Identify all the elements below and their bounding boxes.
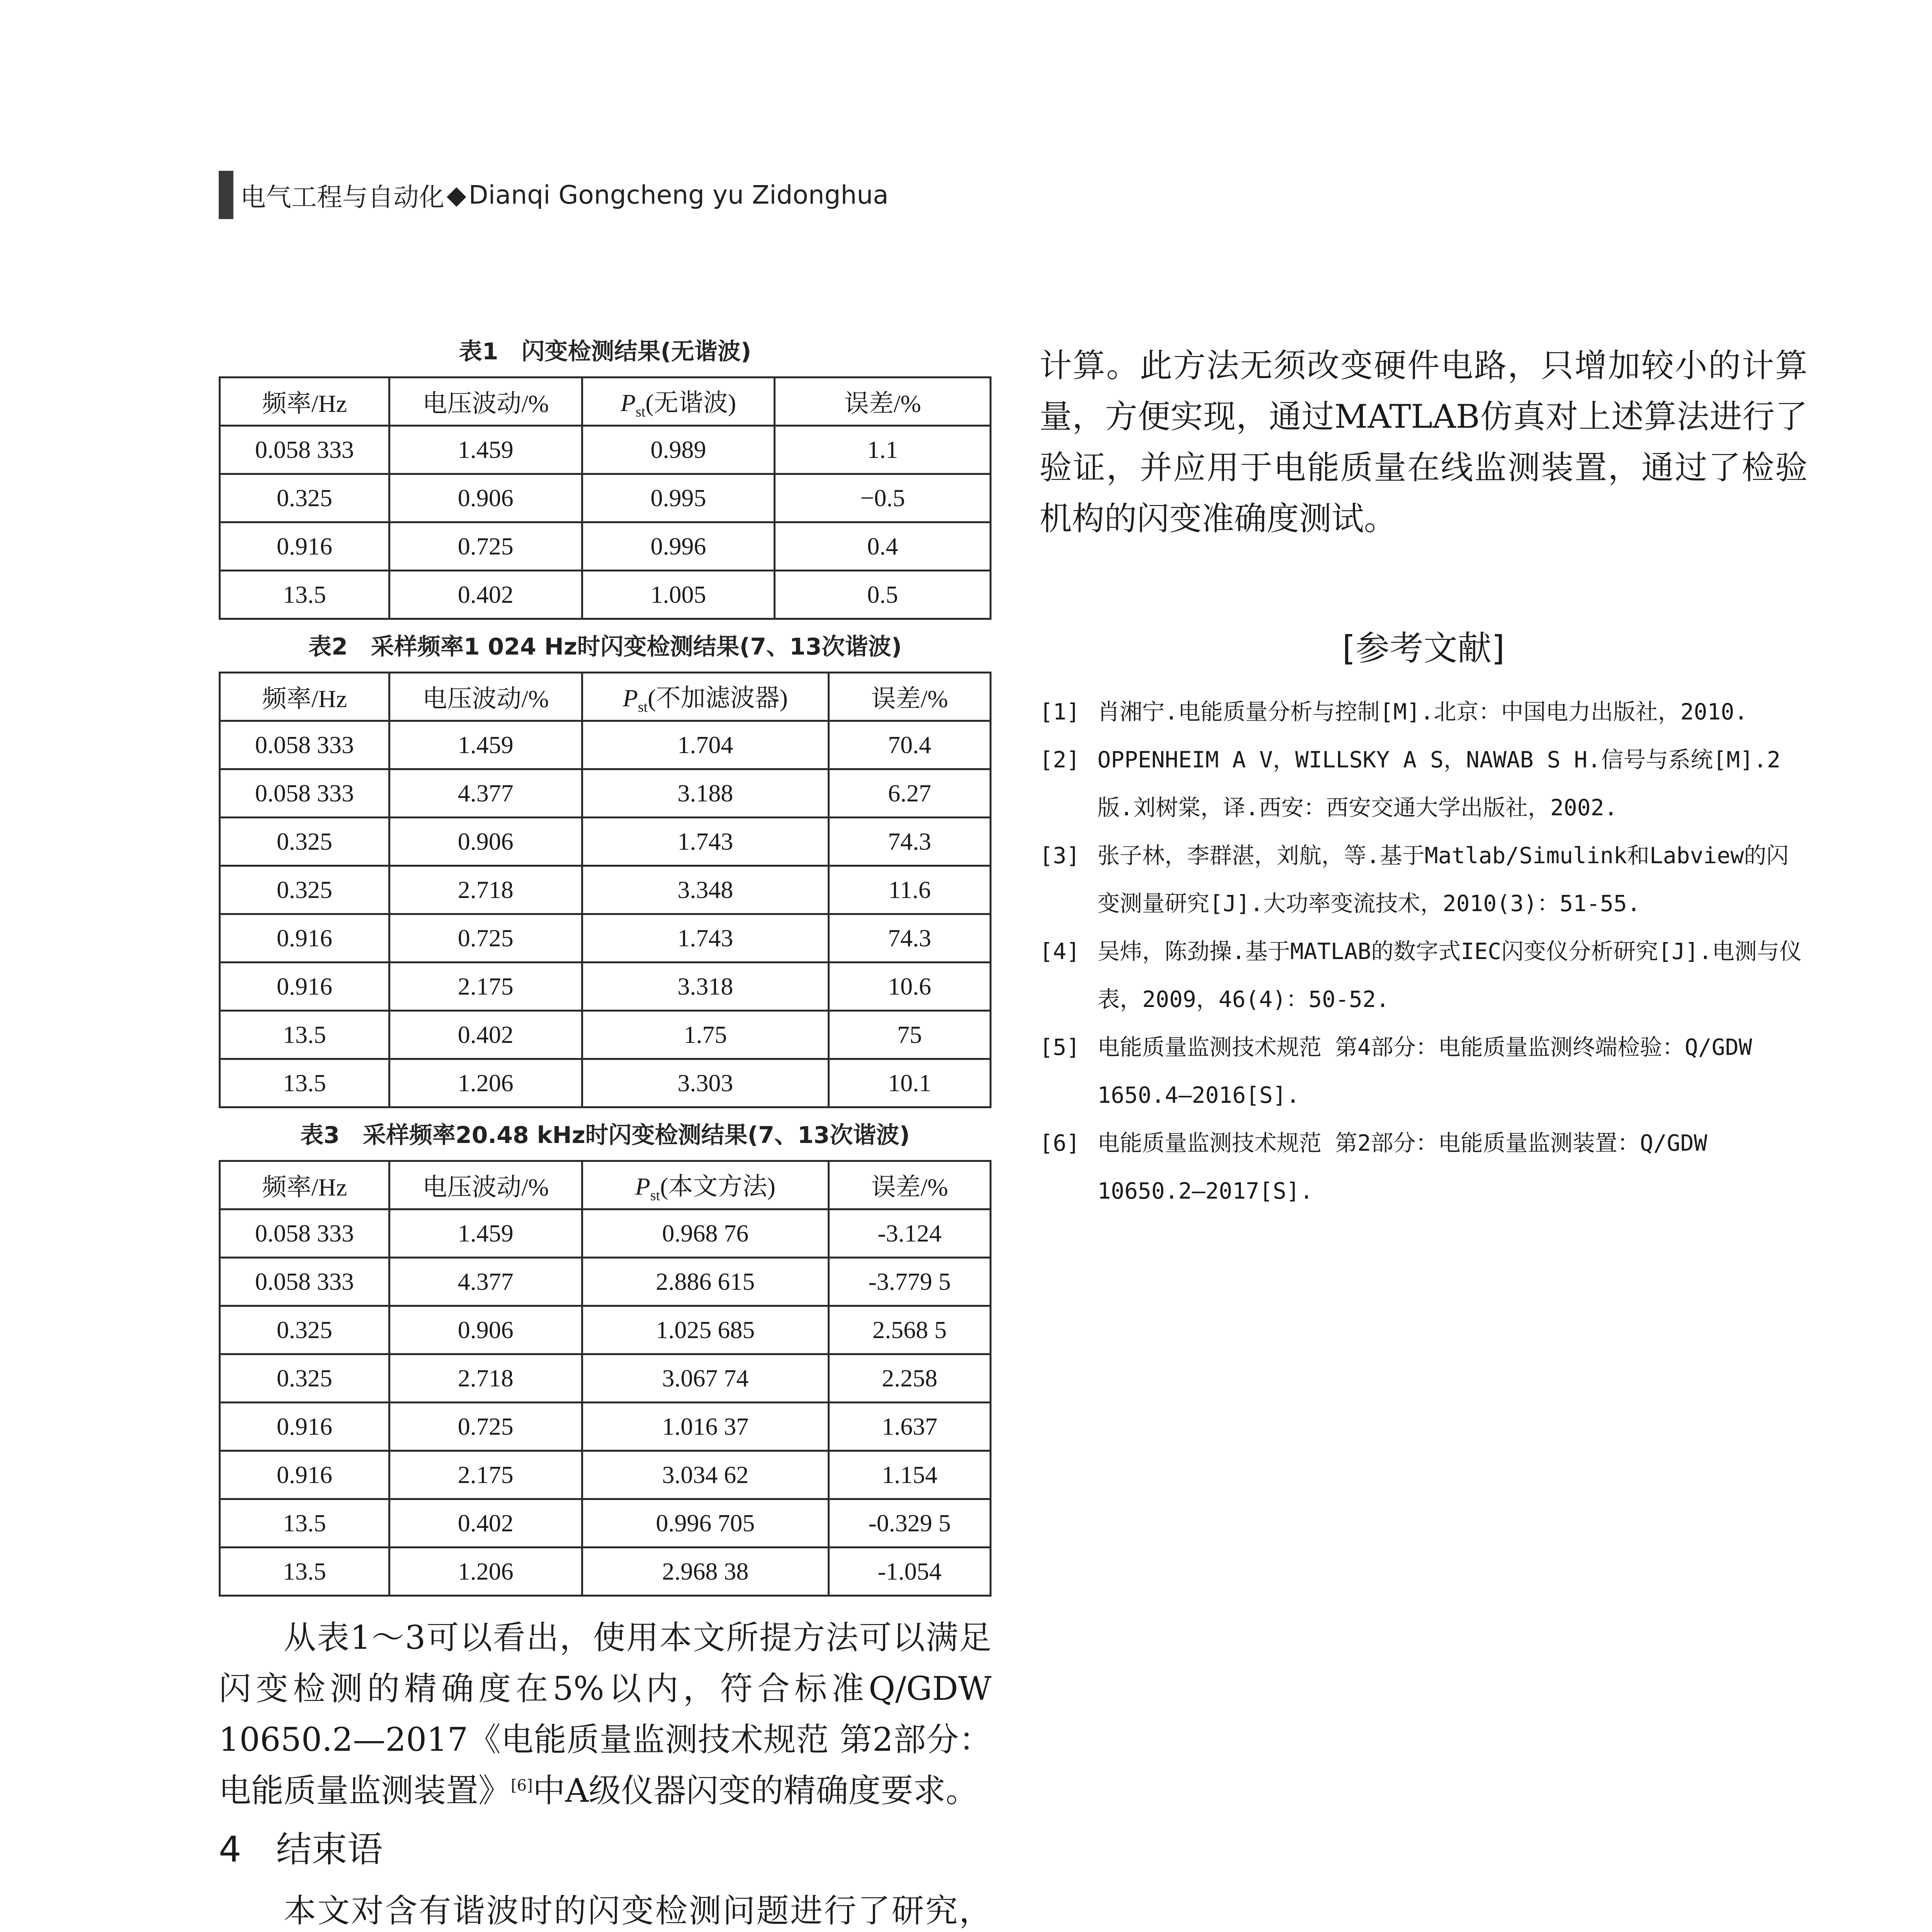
table-row bbox=[220, 1258, 991, 1306]
table-cell: 0.916 bbox=[220, 1451, 389, 1499]
table-cell: 0.968 76 bbox=[582, 1209, 828, 1258]
table-cell: 0.402 bbox=[389, 1499, 582, 1548]
table2-header-cell-pst: $P_{st}$(不加滤波器) bbox=[582, 673, 828, 721]
reference-text: OPPENHEIM A V，WILLSKY A S，NAWAB S H.信号与系统[M].2版.刘树棠，译.西安：西安交通大学出版社，2002. bbox=[1097, 747, 1781, 821]
table-cell: 1.459 bbox=[389, 1209, 582, 1258]
reference-text: 吴炜，陈劲操.基于MATLAB的数字式IEC闪变仪分析研究[J].电测与仪表，2009，46(4)：50-52. bbox=[1097, 938, 1802, 1012]
reference-number: [3] bbox=[1039, 842, 1080, 869]
table-row bbox=[220, 1403, 991, 1451]
table2-caption: 表2 采样频率1 024 Hz时闪变检测结果(7、13次谐波) bbox=[308, 633, 902, 660]
table-cell: 13.5 bbox=[220, 1011, 389, 1059]
reference-item bbox=[1039, 688, 1808, 736]
table-cell: 0.725 bbox=[389, 1403, 582, 1451]
table-cell: 0.996 705 bbox=[582, 1499, 828, 1548]
header-title-cn: 电气工程与自动化 bbox=[240, 182, 444, 212]
table-cell: 0.4 bbox=[775, 522, 991, 571]
table-cell: 13.5 bbox=[220, 571, 389, 619]
header-title-en: Dianqi Gongcheng yu Zidonghua bbox=[468, 180, 889, 210]
pst-subscript: st bbox=[636, 403, 646, 420]
table-cell: 3.188 bbox=[582, 769, 828, 818]
table-cell: 3.067 74 bbox=[582, 1354, 828, 1403]
pst-subscript: st bbox=[650, 1187, 660, 1204]
table-cell: -3.779 5 bbox=[829, 1258, 991, 1306]
references-title: [参考文献] bbox=[1342, 628, 1505, 668]
reference-item bbox=[1039, 927, 1808, 1023]
table-cell: 2.968 38 bbox=[582, 1548, 828, 1596]
reference-item bbox=[1039, 832, 1808, 927]
reference-text: 肖湘宁.电能质量分析与控制[M].北京：中国电力出版社，2010. bbox=[1097, 699, 1748, 725]
table-row bbox=[220, 1354, 991, 1403]
para1-text-b: 中A级仪器闪变的精确度要求。 bbox=[532, 1772, 978, 1810]
table-row bbox=[220, 1499, 991, 1548]
table-cell: 0.058 333 bbox=[220, 769, 389, 818]
table2-header-cell: 电压波动/% bbox=[389, 673, 582, 721]
reference-text: 电能质量监测技术规范 第4部分：电能质量监测终端检验：Q/GDW 1650.4—2016[S]. bbox=[1097, 1034, 1752, 1108]
reference-item bbox=[1039, 736, 1808, 832]
body-paragraph-conclusion: 本文对含有谐波时的闪变检测问题进行了研究， bbox=[284, 1892, 992, 1930]
table3-header-row bbox=[220, 1161, 991, 1209]
table-cell: 0.916 bbox=[220, 914, 389, 963]
table-cell: 0.995 bbox=[582, 474, 775, 522]
table1 bbox=[219, 376, 992, 620]
reference-number: [1] bbox=[1039, 699, 1080, 725]
table-cell: 3.034 62 bbox=[582, 1451, 828, 1499]
table-cell: 1.637 bbox=[829, 1403, 991, 1451]
body-paragraph-results bbox=[219, 1612, 992, 1816]
table3-header-cell-pst: $P_{st}$(本文方法) bbox=[582, 1161, 828, 1209]
table-cell: 1.704 bbox=[582, 721, 828, 769]
table-cell: −0.5 bbox=[775, 474, 991, 522]
table-cell: 0.906 bbox=[389, 1306, 582, 1354]
table-cell: 6.27 bbox=[829, 769, 991, 818]
table-cell: 0.402 bbox=[389, 571, 582, 619]
table-row bbox=[220, 914, 991, 963]
table-row bbox=[220, 1011, 991, 1059]
left-column bbox=[219, 340, 992, 1932]
table-cell: -3.124 bbox=[829, 1209, 991, 1258]
body-paragraph-continued: 计算。此方法无须改变硬件电路，只增加较小的计算量，方便实现，通过MATLAB仿真对上述算法进行了验证，并应用于电能质量在线监测装置，通过了检验机构的闪变准确度测试。 bbox=[1039, 347, 1808, 537]
reference-number: [4] bbox=[1039, 938, 1080, 964]
table-cell: 3.348 bbox=[582, 866, 828, 914]
table-cell: 11.6 bbox=[829, 866, 991, 914]
table-cell: 2.718 bbox=[389, 866, 582, 914]
table-cell: 13.5 bbox=[220, 1499, 389, 1548]
table-cell: 0.402 bbox=[389, 1011, 582, 1059]
table-row bbox=[220, 866, 991, 914]
table-row bbox=[220, 522, 991, 571]
table-cell: 13.5 bbox=[220, 1548, 389, 1596]
table-row bbox=[220, 1451, 991, 1499]
table-row bbox=[220, 571, 991, 619]
table-cell: 74.3 bbox=[829, 914, 991, 963]
table-cell: 1.206 bbox=[389, 1548, 582, 1596]
table-cell: 0.725 bbox=[389, 914, 582, 963]
table-row bbox=[220, 1306, 991, 1354]
table-row bbox=[220, 721, 991, 769]
table-cell: 13.5 bbox=[220, 1059, 389, 1107]
table-row bbox=[220, 1059, 991, 1107]
table-cell: 4.377 bbox=[389, 769, 582, 818]
table-cell: 3.303 bbox=[582, 1059, 828, 1107]
table-row bbox=[220, 769, 991, 818]
reference-number: [6] bbox=[1039, 1130, 1080, 1156]
pst-paren: (无谐波) bbox=[645, 389, 736, 417]
para1-text-a: 从表1～3可以看出，使用本文所提方法可以满足闪变检测的精确度在5%以内，符合标准Q/GDW 10650.2—2017《电能质量监测技术规范 第2部分：电能质量监测装置》 bbox=[219, 1619, 992, 1810]
table-cell: 0.916 bbox=[220, 963, 389, 1011]
table-cell: 1.005 bbox=[582, 571, 775, 619]
table3-caption: 表3 采样频率20.48 kHz时闪变检测结果(7、13次谐波) bbox=[300, 1122, 910, 1149]
table-row bbox=[220, 1548, 991, 1596]
table1-caption: 表1 闪变检测结果(无谐波) bbox=[459, 338, 752, 365]
table-cell: 0.996 bbox=[582, 522, 775, 571]
table-cell: 1.206 bbox=[389, 1059, 582, 1107]
table-cell: 2.175 bbox=[389, 963, 582, 1011]
table-cell: 0.5 bbox=[775, 571, 991, 619]
table-cell: 0.906 bbox=[389, 474, 582, 522]
reference-number: [5] bbox=[1039, 1034, 1080, 1060]
table-cell: 2.175 bbox=[389, 1451, 582, 1499]
table-cell: 2.258 bbox=[829, 1354, 991, 1403]
table-row bbox=[220, 963, 991, 1011]
table-cell: 1.75 bbox=[582, 1011, 828, 1059]
table1-header-cell-pst: $P_{st}$(无谐波) bbox=[582, 378, 775, 426]
table-cell: 75 bbox=[829, 1011, 991, 1059]
header-bar bbox=[219, 171, 233, 219]
pst-subscript: st bbox=[638, 699, 648, 715]
table-row bbox=[220, 474, 991, 522]
table-cell: 0.058 333 bbox=[220, 1209, 389, 1258]
table-cell: 2.886 615 bbox=[582, 1258, 828, 1306]
table-cell: 1.1 bbox=[775, 426, 991, 474]
table-cell: 0.325 bbox=[220, 866, 389, 914]
table-row bbox=[220, 818, 991, 866]
table-cell: 1.459 bbox=[389, 721, 582, 769]
table2-header-row bbox=[220, 673, 991, 721]
reference-number: [2] bbox=[1039, 747, 1080, 773]
table-cell: 0.725 bbox=[389, 522, 582, 571]
reference-list bbox=[1039, 688, 1808, 1215]
table-cell: 2.568 5 bbox=[829, 1306, 991, 1354]
running-header bbox=[219, 171, 889, 219]
table-cell: 0.916 bbox=[220, 1403, 389, 1451]
table-cell: 0.325 bbox=[220, 474, 389, 522]
table-cell: 1.025 685 bbox=[582, 1306, 828, 1354]
table-cell: 0.906 bbox=[389, 818, 582, 866]
table3 bbox=[219, 1160, 992, 1597]
table2 bbox=[219, 672, 992, 1108]
section-title: 结束语 bbox=[276, 1829, 383, 1870]
table-cell: 74.3 bbox=[829, 818, 991, 866]
reference-text: 张子林，李群湛，刘航，等.基于Matlab/Simulink和Labview的闪变测量研究[J].大功率变流技术，2010(3)：51-55. bbox=[1097, 842, 1789, 917]
section-number: 4 bbox=[219, 1829, 242, 1870]
table-cell: 0.058 333 bbox=[220, 1258, 389, 1306]
table-cell: 70.4 bbox=[829, 721, 991, 769]
table-cell: 0.058 333 bbox=[220, 721, 389, 769]
table-cell: 10.1 bbox=[829, 1059, 991, 1107]
table-cell: 1.154 bbox=[829, 1451, 991, 1499]
header-separator: ◆ bbox=[447, 180, 466, 210]
table-cell: -1.054 bbox=[829, 1548, 991, 1596]
table-cell: 10.6 bbox=[829, 963, 991, 1011]
table1-header-cell: 电压波动/% bbox=[389, 378, 582, 426]
table-row bbox=[220, 426, 991, 474]
reference-item bbox=[1039, 1023, 1808, 1119]
table-cell: 1.016 37 bbox=[582, 1403, 828, 1451]
right-column bbox=[1039, 340, 1808, 1215]
table3-header-cell: 频率/Hz bbox=[220, 1161, 389, 1209]
table-cell: 1.459 bbox=[389, 426, 582, 474]
table-cell: 1.743 bbox=[582, 914, 828, 963]
table3-header-cell: 误差/% bbox=[829, 1161, 991, 1209]
table1-header-cell: 误差/% bbox=[775, 378, 991, 426]
table-cell: 0.325 bbox=[220, 818, 389, 866]
table1-header-cell: 频率/Hz bbox=[220, 378, 389, 426]
pst-paren: (本文方法) bbox=[660, 1172, 776, 1200]
table1-header-row bbox=[220, 378, 991, 426]
table-cell: 0.325 bbox=[220, 1306, 389, 1354]
table-cell: 1.743 bbox=[582, 818, 828, 866]
pst-paren: (不加滤波器) bbox=[648, 684, 788, 712]
table-cell: 0.916 bbox=[220, 522, 389, 571]
reference-text: 电能质量监测技术规范 第2部分：电能质量监测装置：Q/GDW 10650.2—2017[S]. bbox=[1097, 1130, 1708, 1204]
table-cell: 0.989 bbox=[582, 426, 775, 474]
table-cell: 0.058 333 bbox=[220, 426, 389, 474]
table-cell: 0.325 bbox=[220, 1354, 389, 1403]
section-heading bbox=[219, 1830, 992, 1869]
table-cell: 4.377 bbox=[389, 1258, 582, 1306]
table-cell: 2.718 bbox=[389, 1354, 582, 1403]
table3-header-cell: 电压波动/% bbox=[389, 1161, 582, 1209]
table2-header-cell: 频率/Hz bbox=[220, 673, 389, 721]
table2-header-cell: 误差/% bbox=[829, 673, 991, 721]
table-cell: -0.329 5 bbox=[829, 1499, 991, 1548]
table-row bbox=[220, 1209, 991, 1258]
reference-item bbox=[1039, 1119, 1808, 1215]
citation-marker[interactable]: [6] bbox=[511, 1777, 533, 1794]
table-cell: 3.318 bbox=[582, 963, 828, 1011]
